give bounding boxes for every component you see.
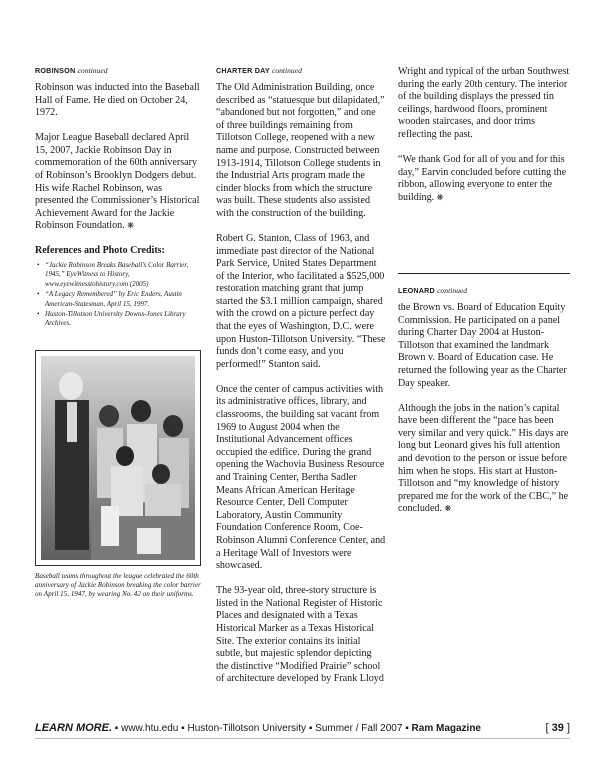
page-footer: [35, 720, 570, 736]
footer-magazine: Ram Magazine: [411, 723, 481, 734]
column-charter-day-continued: [398, 66, 570, 217]
charter-paragraph-2: Robert G. Stanton, Class of 1963, and immediate past director of the National Park Service, United States Department of the Interior, who facilitated a $525,000 restoration matching grant that jump started the $3.1 million campaign, shared with the crowd on a picture perfect day that the eyes of Washington, D.C. were upon Huston-Tillotson University. “These funds don’t come easy, and you performed!” Stanton said.: [216, 232, 386, 370]
footer-issue: Summer / Fall 2007: [315, 723, 403, 734]
footer-university: Huston-Tillotson University: [187, 723, 307, 734]
photo-frame: [35, 350, 201, 566]
footer-separator: ▪: [308, 723, 313, 734]
photo-caption: Baseball teams throughout the league celebrated the 60th anniversary of Jackie Robinson breaking the color barrier on April 15, 1947, by wearing No. 42 on their uniforms.: [35, 572, 201, 599]
section-kicker-charter-day: CHARTER DAY continued: [216, 66, 302, 75]
robinson-paragraph-1: Robinson was inducted into the Baseball Hall of Fame. He died on October 24, 1972.: [35, 82, 200, 119]
baseball-team-photo: [41, 356, 195, 560]
column-robinson: [35, 66, 201, 330]
leonard-paragraph-2: Although the jobs in the nation’s capital have been different the “pace has been very similar and very quick.” His days are long but Leonard gives his full attention and devotion to the person or issue before him when he stops. His start at Huston-Tillotson and “my knowledge of history prepared me for the work of the CBC,” he concluded. ❋: [398, 402, 569, 515]
column-charter-day: [216, 66, 386, 698]
reference-item: • “Jackie Robinson Breaks Baseball’s Color Barrier, 1945,” EyeWitness to History, www.eyewitnesstohistory.com (2005): [45, 261, 201, 289]
charter-paragraph-3: Once the center of campus activities with its administrative offices, library, and classrooms, the building sat vacant from 1969 to August 2004 when the Institutional Advancement offices occupied the edifice. During the grand opening the Wachovia Business Resource and Training Center, Bertha Sadler Means African American Heritage Resource Center, Dell Computer Laboratory, Austin Community Foundation Conference Room, Coe-Robinson Alumni Conference Center, and a Heritage Wall of Investors were showcased.: [216, 383, 386, 572]
footer-website-link[interactable]: www.htu.edu: [121, 723, 179, 734]
end-mark-icon: ❋: [444, 504, 452, 514]
section-divider: [398, 273, 570, 274]
column-leonard: [398, 286, 570, 528]
footer-separator: ▪: [114, 723, 119, 734]
leonard-paragraph-1: the Brown vs. Board of Education Equity Commission. He participated on a panel during Charter Day 2004 at Huston-Tillotson that examined the landmark Brown v. Board of Education case. He returned the following year as the Charter Day speaker.: [398, 302, 567, 389]
reference-item: • “A Legacy Remembered” by Eric Enders, Austin American-Statesman, April 15, 1997.: [45, 290, 201, 309]
end-mark-icon: ❋: [127, 221, 134, 231]
footer-rule: [35, 738, 570, 739]
charter-paragraph-5: Wright and typical of the urban Southwest during the early 20th century. The interior of the building displays the pressed tin ceilings, hardwood floors, prominent wooden staircases, and door trims reflecting the past.: [398, 66, 570, 140]
footer-separator: ▪: [181, 723, 185, 734]
section-kicker-robinson: ROBINSON continued: [35, 66, 108, 75]
references-title: References and Photo Credits:: [35, 245, 165, 257]
references-list: [35, 261, 201, 329]
charter-paragraph-1: The Old Administration Building, once described as “statuesque but dilapidated,” “abandoned but not forgotten,” and one of three buildings remaining from Tillotson College, reopened with a new name and purpose. Constructed between 1913-1914, Tillotson College students in the Industrial Arts program made the cinder blocks from which the structure was built. These students also assisted with the construction of the building.: [216, 82, 385, 219]
charter-paragraph-6: “We thank God for all of you and for this day,” Earvin concluded before cutting the ribbon, allowing everyone to enter the building. ❋: [398, 153, 567, 203]
reference-item: • Huston-Tillotson University Downs-Jones Library Archives.: [45, 310, 201, 329]
footer-learn-more: LEARN MORE.: [35, 722, 112, 734]
charter-paragraph-4: The 93-year old, three-story structure is listed in the National Register of Historic Places and designated with a Texas Historical Marker as a Texas Historical Site. The exterior contains its initial subtle, but majestic splendor depicting the distinctive “Modified Prairie” school of architecture developed by Frank Lloyd: [216, 585, 384, 685]
footer-separator: ▪: [405, 723, 409, 734]
robinson-paragraph-2: Major League Baseball declared April 15, 2007, Jackie Robinson Day in commemoration of the 60th anniversary of Robinson’s Brooklyn Dodgers debut. His wife Rachel Robinson, was presented the Commissioner’s Historical Achievement Award for the Jackie Robinson Foundation. ❋: [35, 132, 200, 232]
section-kicker-leonard: LEONARD continued: [398, 286, 468, 295]
page-number: [ 39 ]: [545, 722, 570, 734]
end-mark-icon: ❋: [436, 192, 444, 202]
